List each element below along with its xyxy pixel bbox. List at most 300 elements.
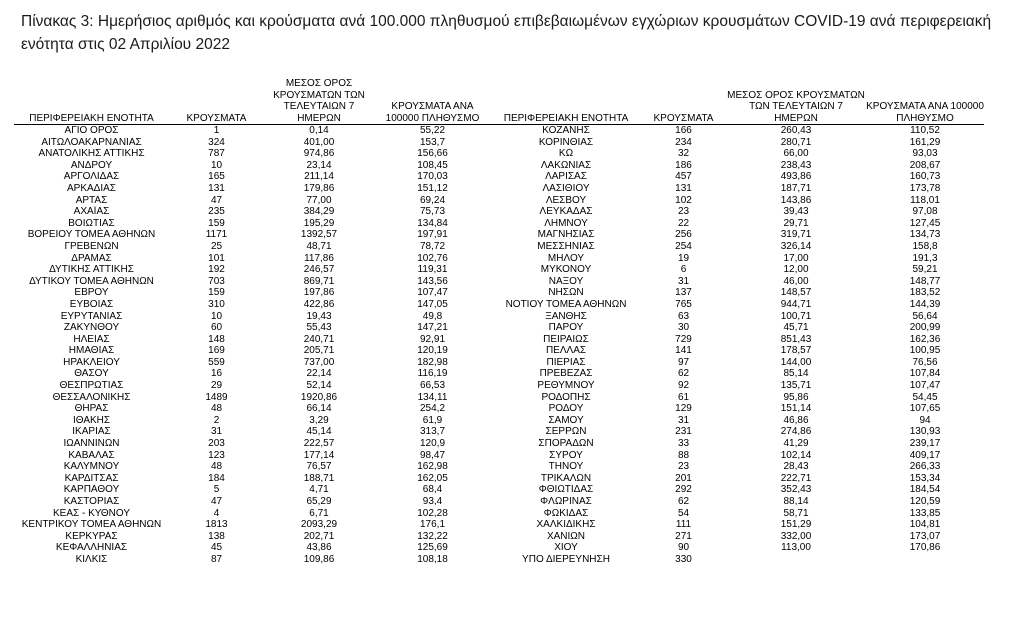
cell-region-left: ΚΑΡΔΙΤΣΑΣ bbox=[64, 472, 119, 484]
cell-avg7-right: 45,71 bbox=[783, 322, 809, 334]
cell-avg7-right: 332,00 bbox=[780, 530, 812, 542]
cell-cases-right: 23 bbox=[677, 461, 690, 473]
cell-region-left: ΚΙΛΚΙΣ bbox=[75, 553, 108, 565]
table-row bbox=[14, 484, 984, 496]
cell-per100k-right: 130,93 bbox=[909, 426, 941, 438]
table-row bbox=[14, 345, 984, 357]
cell-avg7-left: 205,71 bbox=[303, 345, 335, 357]
table-row bbox=[14, 264, 984, 276]
cell-per100k-left: 108,18 bbox=[417, 553, 448, 565]
cell-per100k-left: 102,28 bbox=[417, 507, 448, 519]
table-row bbox=[14, 160, 984, 172]
cell-per100k-right: 239,17 bbox=[909, 438, 941, 450]
cell-avg7-right: 238,43 bbox=[780, 159, 812, 171]
table-row bbox=[14, 415, 984, 427]
regional-cases-table bbox=[14, 78, 984, 566]
header-per100k-right: ΚΡΟΥΣΜΑΤΑ ΑΝΑ 100000 ΠΛΗΘΥΣΜΟ bbox=[866, 78, 984, 125]
cell-region-right: ΣΑΜΟΥ bbox=[548, 414, 584, 426]
table-row bbox=[14, 125, 984, 137]
cell-per100k-left: 102,76 bbox=[417, 252, 448, 264]
table-row bbox=[14, 461, 984, 473]
cell-per100k-left: 75,73 bbox=[419, 206, 446, 218]
cell-cases-right: 61 bbox=[677, 391, 690, 403]
cell-region-right: ΜΥΚΟΝΟΥ bbox=[540, 264, 592, 276]
header-region-left: ΠΕΡΙΦΕΡΕΙΑΚΗ ΕΝΟΤΗΤΑ bbox=[14, 78, 169, 125]
cell-per100k-right: 107,84 bbox=[909, 368, 941, 380]
cell-cases-left: 5 bbox=[213, 484, 220, 496]
cell-cases-right: 111 bbox=[675, 519, 692, 531]
cell-avg7-right: 260,43 bbox=[780, 125, 812, 136]
cell-region-right: ΠΙΕΡΙΑΣ bbox=[546, 356, 586, 368]
cell-cases-left: 25 bbox=[210, 240, 223, 252]
table-row bbox=[14, 206, 984, 218]
cell-region-right: ΧΙΟΥ bbox=[554, 542, 578, 554]
cell-region-left: ΗΛΕΙΑΣ bbox=[73, 333, 110, 345]
cell-cases-right: 54 bbox=[677, 507, 690, 519]
cell-region-left: ΑΙΤΩΛΟΑΚΑΡΝΑΝΙΑΣ bbox=[41, 136, 142, 148]
cell-region-right: ΦΛΩΡΙΝΑΣ bbox=[540, 496, 592, 507]
cell-region-right: ΦΩΚΙΔΑΣ bbox=[543, 507, 589, 519]
cell-avg7-right: 39,43 bbox=[783, 206, 809, 218]
table-row bbox=[14, 403, 984, 415]
table-row bbox=[14, 368, 984, 380]
header-cases-right: ΚΡΟΥΣΜΑΤΑ bbox=[641, 78, 726, 125]
cell-region-right: ΣΥΡΟΥ bbox=[549, 449, 583, 461]
cell-region-right: ΤΗΝΟΥ bbox=[548, 461, 584, 473]
cell-region-left: ΚΕΑΣ - ΚΥΘΝΟΥ bbox=[53, 507, 130, 519]
table-row bbox=[14, 334, 984, 346]
table-row bbox=[14, 253, 984, 265]
cell-region-right: ΠΕΙΡΑΙΩΣ bbox=[543, 333, 589, 345]
cell-region-left: ΘΑΣΟΥ bbox=[74, 368, 109, 380]
cell-region-left: ΗΡΑΚΛΕΙΟΥ bbox=[63, 356, 120, 368]
cell-per100k-right: 127,45 bbox=[909, 217, 941, 229]
table-row bbox=[14, 380, 984, 392]
cell-cases-right: 32 bbox=[677, 148, 690, 160]
cell-region-right: ΤΡΙΚΑΛΩΝ bbox=[540, 472, 592, 484]
table-row bbox=[14, 426, 984, 438]
cell-cases-right: 729 bbox=[675, 333, 692, 345]
cell-cases-left: 123 bbox=[208, 449, 225, 461]
cell-per100k-right: 161,29 bbox=[909, 136, 941, 148]
table-row bbox=[14, 299, 984, 311]
cell-per100k-left: 134,84 bbox=[417, 217, 448, 229]
cell-region-left: ΑΓΙΟ ΟΡΟΣ bbox=[64, 125, 119, 136]
cell-avg7-left: 179,86 bbox=[303, 182, 335, 194]
cell-per100k-right: 173,07 bbox=[909, 530, 941, 542]
cell-per100k-right: 76,56 bbox=[912, 356, 938, 368]
cell-avg7-left: 3,29 bbox=[309, 414, 329, 426]
cell-cases-left: 87 bbox=[210, 553, 223, 565]
cell-avg7-left: 45,14 bbox=[306, 426, 332, 438]
cell-avg7-left: 1392,57 bbox=[300, 229, 338, 241]
cell-cases-right: 19 bbox=[677, 252, 690, 264]
cell-avg7-left: 240,71 bbox=[303, 333, 335, 345]
cell-region-right: ΝΗΣΩΝ bbox=[548, 287, 584, 299]
cell-avg7-right: 29,71 bbox=[783, 217, 809, 229]
cell-region-left: ΕΥΡΥΤΑΝΙΑΣ bbox=[60, 310, 123, 322]
cell-per100k-right: 120,59 bbox=[909, 496, 941, 507]
cell-region-right: ΜΗΛΟΥ bbox=[547, 252, 585, 264]
cell-per100k-left: 55,22 bbox=[419, 125, 446, 136]
cell-avg7-right: 12,00 bbox=[783, 264, 809, 276]
cell-region-left: ΗΜΑΘΙΑΣ bbox=[68, 345, 115, 357]
cell-cases-right: 256 bbox=[675, 229, 692, 241]
header-cases-left: ΚΡΟΥΣΜΑΤΑ bbox=[169, 78, 264, 125]
cell-avg7-right: 187,71 bbox=[780, 182, 812, 194]
cell-region-right: ΣΠΟΡΑΔΩΝ bbox=[538, 438, 594, 450]
cell-avg7-left: 117,86 bbox=[304, 252, 334, 264]
cell-per100k-right: 153,34 bbox=[909, 472, 941, 484]
cell-avg7-left: 48,71 bbox=[306, 240, 332, 252]
cell-per100k-right: 191,3 bbox=[912, 252, 938, 264]
cell-per100k-right: 93,03 bbox=[912, 148, 938, 160]
cell-cases-right: 92 bbox=[677, 380, 690, 392]
cell-avg7-right: 113,00 bbox=[781, 542, 811, 554]
cell-avg7-left: 869,71 bbox=[303, 275, 335, 287]
cell-per100k-left: 61,9 bbox=[422, 414, 443, 426]
cell-cases-right: 231 bbox=[675, 426, 692, 438]
cell-cases-left: 45 bbox=[210, 542, 223, 554]
cell-per100k-left: 78,72 bbox=[419, 240, 446, 252]
cell-avg7-right: 88,14 bbox=[783, 496, 809, 507]
cell-avg7-left: 55,43 bbox=[306, 322, 332, 334]
cell-cases-right: 254 bbox=[675, 240, 692, 252]
cell-avg7-right: 148,57 bbox=[780, 287, 812, 299]
cell-cases-left: 4 bbox=[213, 507, 220, 519]
cell-avg7-right: 102,14 bbox=[780, 449, 812, 461]
cell-avg7-left: 195,29 bbox=[303, 217, 335, 229]
table-row bbox=[14, 171, 984, 183]
cell-per100k-right: 208,67 bbox=[909, 159, 941, 171]
cell-region-right: ΛΑΡΙΣΑΣ bbox=[545, 171, 587, 183]
cell-cases-left: 48 bbox=[210, 461, 223, 473]
cell-per100k-left: 132,22 bbox=[417, 530, 448, 542]
cell-per100k-left: 68,4 bbox=[422, 484, 443, 496]
cell-cases-right: 166 bbox=[675, 125, 692, 136]
cell-region-right: ΠΑΡΟΥ bbox=[548, 322, 584, 334]
cell-avg7-right: 95,86 bbox=[783, 391, 809, 403]
cell-per100k-left: 156,66 bbox=[417, 148, 448, 160]
cell-avg7-left: 211,14 bbox=[304, 171, 334, 183]
cell-per100k-right: 158,8 bbox=[912, 240, 938, 252]
cell-per100k-right: 183,52 bbox=[909, 287, 941, 299]
cell-cases-right: 186 bbox=[675, 159, 692, 171]
cell-region-left: ΒΟΡΕΙΟΥ ΤΟΜΕΑ ΑΘΗΝΩΝ bbox=[27, 229, 156, 241]
cell-cases-left: 47 bbox=[210, 496, 223, 507]
table-row bbox=[14, 438, 984, 450]
cell-cases-right: 271 bbox=[675, 530, 692, 542]
cell-region-left: ΕΒΡΟΥ bbox=[74, 287, 109, 299]
cell-avg7-right: 493,86 bbox=[780, 171, 812, 183]
cell-region-left: ΙΘΑΚΗΣ bbox=[72, 414, 111, 426]
table-row bbox=[14, 229, 984, 241]
cell-cases-right: 765 bbox=[675, 298, 692, 310]
header-avg7-left: ΜΕΣΟΣ ΟΡΟΣ ΚΡΟΥΣΜΑΤΩΝ ΤΩΝ ΤΕΛΕΥΤΑΙΩΝ 7 ΗΜΕΡΩΝ bbox=[264, 78, 374, 125]
cell-cases-left: 101 bbox=[208, 252, 225, 264]
cell-region-right: ΣΕΡΡΩΝ bbox=[545, 426, 587, 438]
cell-cases-left: 10 bbox=[210, 310, 223, 322]
cell-per100k-left: 162,05 bbox=[417, 472, 448, 484]
cell-region-left: ΘΕΣΣΑΛΟΝΙΚΗΣ bbox=[52, 391, 131, 403]
cell-per100k-right: 104,81 bbox=[909, 519, 941, 531]
cell-per100k-left: 182,98 bbox=[417, 356, 448, 368]
cell-per100k-left: 92,91 bbox=[419, 333, 446, 345]
cell-cases-left: 1489 bbox=[205, 391, 228, 403]
cell-region-left: ΑΝΔΡΟΥ bbox=[70, 159, 113, 171]
cell-per100k-left: 147,21 bbox=[417, 322, 448, 334]
cell-per100k-right: 94 bbox=[919, 414, 931, 426]
cell-region-left: ΑΝΑΤΟΛΙΚΗΣ ΑΤΤΙΚΗΣ bbox=[38, 148, 145, 160]
cell-per100k-right: 59,21 bbox=[912, 264, 938, 276]
table-row bbox=[14, 241, 984, 253]
cell-avg7-left: 737,00 bbox=[303, 356, 335, 368]
cell-cases-left: 235 bbox=[208, 206, 225, 218]
cell-region-left: ΙΚΑΡΙΑΣ bbox=[72, 426, 111, 438]
cell-region-left: ΔΥΤΙΚΟΥ ΤΟΜΕΑ ΑΘΗΝΩΝ bbox=[29, 275, 154, 287]
cell-cases-left: 203 bbox=[208, 438, 225, 450]
header-avg7-right: ΜΕΣΟΣ ΟΡΟΣ ΚΡΟΥΣΜΑΤΩΝ ΤΩΝ ΤΕΛΕΥΤΑΙΩΝ 7 ΗΜΕΡΩΝ bbox=[726, 78, 866, 125]
cell-region-left: ΚΕΝΤΡΙΚΟΥ ΤΟΜΕΑ ΑΘΗΝΩΝ bbox=[21, 519, 162, 531]
cell-cases-right: 201 bbox=[675, 472, 692, 484]
cell-cases-right: 137 bbox=[675, 287, 692, 299]
cell-region-right: ΞΑΝΘΗΣ bbox=[545, 310, 587, 322]
cell-cases-left: 165 bbox=[208, 171, 225, 183]
cell-per100k-left: 93,4 bbox=[422, 496, 443, 507]
cell-per100k-left: 147,05 bbox=[417, 298, 448, 310]
cell-region-right: ΚΩ bbox=[558, 148, 574, 160]
cell-cases-right: 330 bbox=[675, 553, 692, 565]
cell-region-left: ΚΑΒΑΛΑΣ bbox=[68, 449, 115, 461]
cell-avg7-left: 197,86 bbox=[303, 287, 335, 299]
cell-cases-left: 192 bbox=[208, 264, 225, 276]
table-row bbox=[14, 496, 984, 508]
cell-per100k-right: 170,86 bbox=[909, 542, 941, 554]
cell-cases-right: 23 bbox=[677, 206, 690, 218]
cell-region-right: ΜΕΣΣΗΝΙΑΣ bbox=[537, 240, 595, 252]
cell-avg7-right: 46,00 bbox=[783, 275, 809, 287]
cell-per100k-left: 151,12 bbox=[417, 182, 448, 194]
cell-region-right: ΜΑΓΝΗΣΙΑΣ bbox=[537, 229, 595, 241]
cell-cases-right: 131 bbox=[675, 182, 692, 194]
cell-per100k-right: 200,99 bbox=[909, 322, 941, 334]
cell-region-left: ΚΑΛΥΜΝΟΥ bbox=[63, 461, 120, 473]
cell-per100k-left: 49,8 bbox=[422, 310, 443, 322]
table-caption: Πίνακας 3: Ημερήσιος αριθμός και κρούσματα ανά 100.000 πληθυσμού επιβεβαιωμένων εγχώριων κρουσμάτων COVID-19 ανά περιφερειακή ενότητα στις 02 Απριλίου 2022 bbox=[21, 13, 992, 53]
cell-per100k-left: 134,11 bbox=[417, 391, 448, 403]
cell-per100k-left: 197,91 bbox=[417, 229, 448, 241]
cell-cases-left: 148 bbox=[208, 333, 225, 345]
cell-avg7-left: 401,00 bbox=[303, 136, 335, 148]
cell-per100k-right: 148,77 bbox=[909, 275, 941, 287]
cell-avg7-left: 77,00 bbox=[306, 194, 332, 206]
cell-region-right: ΠΡΕΒΕΖΑΣ bbox=[539, 368, 593, 380]
cell-cases-right: 31 bbox=[677, 275, 690, 287]
cell-avg7-left: 222,57 bbox=[303, 438, 335, 450]
cell-per100k-right: 56,64 bbox=[912, 310, 938, 322]
cell-cases-left: 324 bbox=[208, 136, 225, 148]
cell-cases-right: 22 bbox=[677, 217, 690, 229]
cell-per100k-right: 107,47 bbox=[909, 380, 941, 392]
cell-region-left: ΘΕΣΠΡΩΤΙΑΣ bbox=[59, 380, 124, 392]
cell-per100k-right: 160,73 bbox=[909, 171, 941, 183]
cell-region-right: ΝΑΞΟΥ bbox=[548, 275, 584, 287]
cell-region-right: ΡΕΘΥΜΝΟΥ bbox=[537, 380, 595, 392]
cell-avg7-right: 851,43 bbox=[780, 333, 812, 345]
table-row bbox=[14, 392, 984, 404]
cell-avg7-right: 135,71 bbox=[780, 380, 812, 392]
cell-cases-right: 62 bbox=[677, 368, 690, 380]
cell-cases-left: 1 bbox=[213, 125, 220, 136]
cell-avg7-right: 944,71 bbox=[780, 298, 812, 310]
cell-region-right: ΦΘΙΩΤΙΔΑΣ bbox=[538, 484, 594, 496]
cell-region-right: ΧΑΝΙΩΝ bbox=[546, 530, 586, 542]
cell-cases-right: 88 bbox=[677, 449, 690, 461]
cell-avg7-left: 1920,86 bbox=[300, 391, 338, 403]
cell-cases-right: 62 bbox=[677, 496, 690, 507]
cell-cases-left: 310 bbox=[208, 298, 225, 310]
cell-per100k-right: 107,65 bbox=[909, 403, 941, 415]
cell-cases-right: 292 bbox=[675, 484, 692, 496]
cell-per100k-left: 116,19 bbox=[417, 368, 448, 380]
cell-region-right: ΛΑΣΙΘΙΟΥ bbox=[542, 182, 590, 194]
cell-cases-left: 131 bbox=[208, 182, 225, 194]
table-row bbox=[14, 148, 984, 160]
cell-avg7-right: 352,43 bbox=[780, 484, 812, 496]
table-row bbox=[14, 137, 984, 149]
cell-avg7-left: 974,86 bbox=[303, 148, 335, 160]
table-row bbox=[14, 473, 984, 485]
cell-avg7-right: 280,71 bbox=[780, 136, 812, 148]
cell-per100k-left: 162,98 bbox=[417, 461, 448, 473]
cell-avg7-right: 319,71 bbox=[780, 229, 812, 241]
cell-per100k-right: 266,33 bbox=[909, 461, 941, 473]
cell-per100k-left: 98,47 bbox=[419, 449, 446, 461]
cell-per100k-right bbox=[866, 554, 984, 566]
cell-avg7-right: 151,14 bbox=[780, 403, 812, 415]
cell-avg7-right: 17,00 bbox=[783, 252, 809, 264]
table-row bbox=[14, 183, 984, 195]
cell-region-right: ΛΕΣΒΟΥ bbox=[545, 194, 587, 206]
cell-per100k-right: 110,52 bbox=[910, 125, 940, 136]
cell-avg7-left: 0,14 bbox=[309, 125, 329, 136]
cell-per100k-left: 108,45 bbox=[417, 159, 448, 171]
cell-cases-left: 159 bbox=[208, 217, 225, 229]
table-row bbox=[14, 357, 984, 369]
cell-per100k-left: 125,69 bbox=[417, 542, 448, 554]
cell-avg7-left: 6,71 bbox=[309, 507, 329, 519]
cell-per100k-left: 66,53 bbox=[419, 380, 446, 392]
header-per100k-left: ΚΡΟΥΣΜΑΤΑ ΑΝΑ 100000 ΠΛΗΘΥΣΜΟ bbox=[374, 78, 491, 125]
cell-cases-right: 90 bbox=[677, 542, 690, 554]
cell-cases-right: 6 bbox=[680, 264, 687, 276]
cell-cases-right: 33 bbox=[677, 438, 690, 450]
cell-per100k-right: 100,95 bbox=[909, 345, 941, 357]
cell-region-right: ΡΟΔΟΠΗΣ bbox=[541, 391, 591, 403]
cell-cases-left: 703 bbox=[208, 275, 225, 287]
cell-region-left: ΑΡΤΑΣ bbox=[75, 194, 108, 206]
cell-per100k-right: 118,01 bbox=[910, 194, 940, 206]
cell-avg7-left: 422,86 bbox=[303, 298, 335, 310]
cell-region-left: ΓΡΕΒΕΝΩΝ bbox=[64, 240, 119, 252]
cell-avg7-left: 177,14 bbox=[303, 449, 335, 461]
cell-avg7-right: 326,14 bbox=[780, 240, 812, 252]
cell-cases-right: 30 bbox=[677, 322, 690, 334]
cell-avg7-right: 85,14 bbox=[783, 368, 809, 380]
cell-region-right: ΛΑΚΩΝΙΑΣ bbox=[540, 159, 592, 171]
table-row bbox=[14, 195, 984, 207]
cell-region-left: ΚΕΡΚΥΡΑΣ bbox=[65, 530, 118, 542]
cell-per100k-left: 143,56 bbox=[417, 275, 448, 287]
cell-region-left: ΘΗΡΑΣ bbox=[74, 403, 109, 415]
cell-per100k-left: 313,7 bbox=[419, 426, 446, 438]
cell-cases-right: 102 bbox=[675, 194, 692, 206]
cell-avg7-left: 202,71 bbox=[303, 530, 335, 542]
cell-per100k-right: 144,39 bbox=[909, 298, 941, 310]
cell-cases-right: 129 bbox=[675, 403, 692, 415]
cell-cases-right: 141 bbox=[675, 345, 692, 357]
cell-cases-left: 787 bbox=[208, 148, 225, 160]
cell-per100k-left: 153,7 bbox=[419, 136, 446, 148]
cell-avg7-left: 66,14 bbox=[306, 403, 332, 415]
cell-avg7-right: 41,29 bbox=[783, 438, 809, 450]
table-row bbox=[14, 322, 984, 334]
cell-avg7-left: 43,86 bbox=[306, 542, 332, 554]
cell-region-left: ΚΕΦΑΛΛΗΝΙΑΣ bbox=[55, 542, 128, 554]
table-row bbox=[14, 531, 984, 543]
cell-avg7-right: 28,43 bbox=[783, 461, 809, 473]
cell-cases-left: 48 bbox=[210, 403, 223, 415]
cell-region-left: ΚΑΡΠΑΘΟΥ bbox=[63, 484, 120, 496]
table-header-row bbox=[14, 78, 984, 125]
cell-avg7-left: 23,14 bbox=[306, 159, 332, 171]
cell-region-right: ΥΠΟ ΔΙΕΡΕΥΝΗΣΗ bbox=[522, 553, 610, 565]
cell-cases-left: 47 bbox=[210, 194, 223, 206]
cell-cases-left: 184 bbox=[208, 472, 225, 484]
cell-avg7-right: 274,86 bbox=[780, 426, 812, 438]
cell-cases-left: 2 bbox=[213, 414, 220, 426]
cell-avg7-right: 143,86 bbox=[780, 194, 812, 206]
cell-per100k-left: 254,2 bbox=[419, 403, 446, 415]
cell-avg7-left: 19,43 bbox=[306, 310, 332, 322]
cell-region-left: ΖΑΚΥΝΘΟΥ bbox=[63, 322, 120, 334]
cell-cases-right: 31 bbox=[677, 414, 690, 426]
cell-cases-left: 29 bbox=[210, 380, 223, 392]
cell-region-right: ΚΟΖΑΝΗΣ bbox=[542, 125, 590, 136]
cell-per100k-left: 170,03 bbox=[417, 171, 448, 183]
cell-cases-left: 169 bbox=[208, 345, 225, 357]
cell-avg7-left: 52,14 bbox=[306, 380, 332, 392]
cell-cases-left: 31 bbox=[210, 426, 223, 438]
cell-per100k-left: 107,47 bbox=[417, 287, 448, 299]
cell-cases-right: 234 bbox=[675, 136, 692, 148]
cell-avg7-left: 2093,29 bbox=[300, 519, 338, 531]
cell-region-right: ΠΕΛΛΑΣ bbox=[545, 345, 587, 357]
table-row bbox=[14, 519, 984, 531]
table-row bbox=[14, 311, 984, 323]
table-row bbox=[14, 276, 984, 288]
cell-region-left: ΑΧΑΪΑΣ bbox=[73, 206, 110, 218]
cell-region-left: ΑΡΚΑΔΙΑΣ bbox=[67, 182, 116, 194]
cell-cases-right: 457 bbox=[675, 171, 692, 183]
cell-per100k-right: 54,45 bbox=[912, 391, 938, 403]
cell-region-right: ΛΕΥΚΑΔΑΣ bbox=[539, 206, 593, 218]
cell-cases-left: 1171 bbox=[205, 229, 228, 241]
cell-avg7-right: 58,71 bbox=[783, 507, 809, 519]
cell-region-right: ΧΑΛΚΙΔΙΚΗΣ bbox=[536, 519, 596, 531]
cell-region-left: ΑΡΓΟΛΙΔΑΣ bbox=[63, 171, 120, 183]
cell-avg7-left: 109,86 bbox=[303, 553, 335, 565]
